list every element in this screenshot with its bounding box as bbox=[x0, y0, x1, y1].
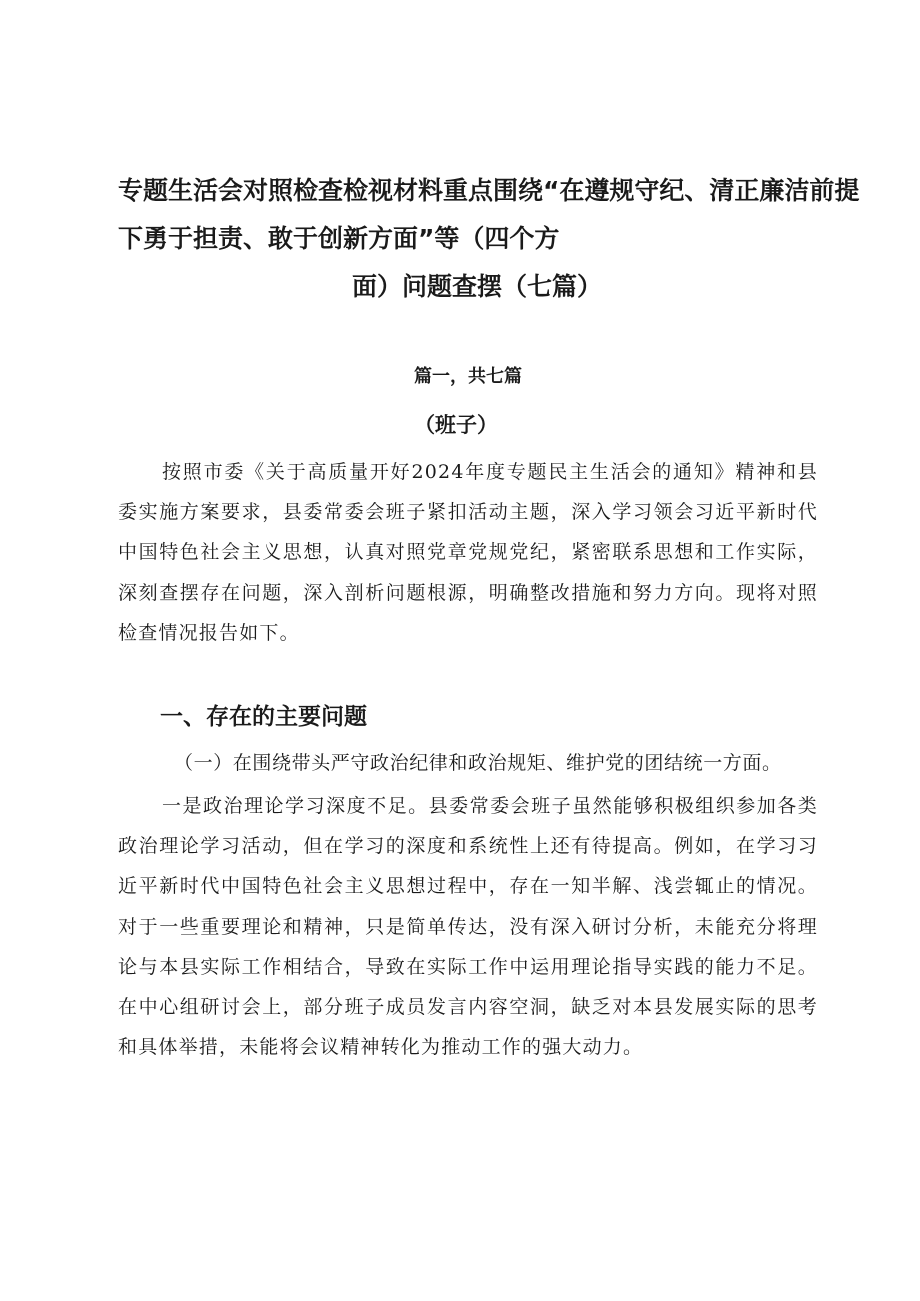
document-title-line-3: 面）问题查摆（七篇） bbox=[352, 272, 603, 301]
subsection-heading: （一）在围绕带头严守政治纪律和政治规矩、维护党的团结统一方面。 bbox=[174, 752, 782, 774]
section-heading: 一、存在的主要问题 bbox=[160, 704, 367, 730]
document-title-line-2: 下勇于担责、敢于创新方面”等（四个方 bbox=[118, 224, 560, 253]
document-title-line-1: 专题生活会对照检查检视材料重点围绕“在遵规守纪、清正廉洁前提 bbox=[118, 176, 860, 205]
part-subtitle: （班子） bbox=[414, 413, 498, 437]
part-label: 篇一，共七篇 bbox=[414, 366, 522, 387]
intro-paragraph: 按照市委《关于高质量开好2024年度专题民主生活会的通知》精神和县委实施方案要求，县委常委会班子紧扣活动主题，深入学习领会习近平新时代中国特色社会主义思想，认真对照党章党规党纪，紧密联系思想和工作实际，深刻查摆存在问题，深入剖析问题根源，明确整改措施和努力方向。现将对照检查情况报告如下。 bbox=[118, 461, 818, 644]
problem-paragraph: 一是政治理论学习深度不足。县委常委会班子虽然能够积极组织参加各类政治理论学习活动，但在学习的深度和系统性上还有待提高。例如，在学习习近平新时代中国特色社会主义思想过程中，存在一知半解、浅尝辄止的情况。对于一些重要理论和精神，只是简单传达，没有深入研讨分析，未能充分将理论与本县实际工作相结合，导致在实际工作中运用理论指导实践的能力不足。在中心组研讨会上，部分班子成员发言内容空洞，缺乏对本县发展实际的思考和具体举措，未能将会议精神转化为推动工作的强大动力。 bbox=[118, 795, 818, 1059]
